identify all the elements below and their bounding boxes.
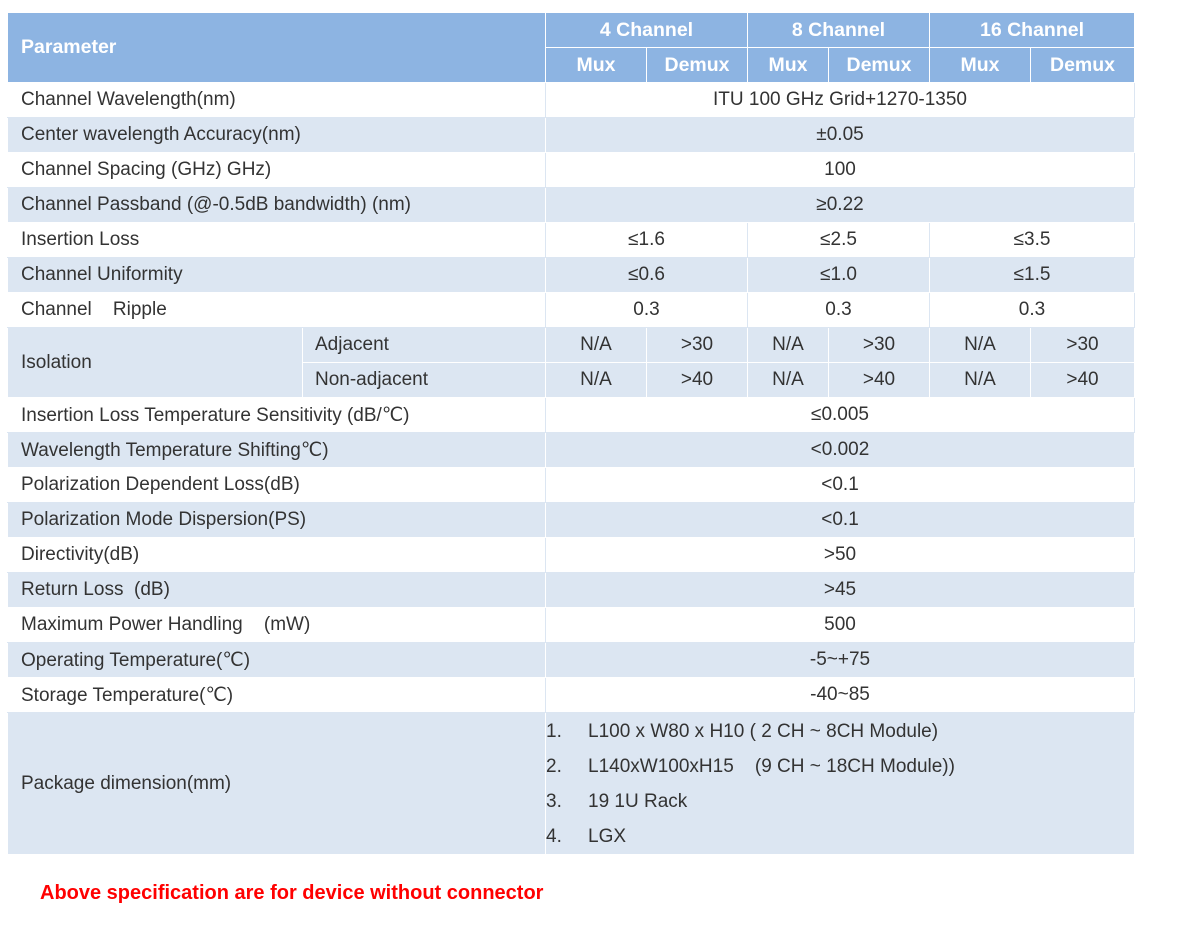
table-row-package [8, 713, 1135, 855]
list-number: 2. [546, 755, 562, 777]
row-value: 500 [546, 608, 1135, 643]
row-value: ITU 100 GHz Grid+1270-1350 [546, 83, 1135, 118]
cell-16-demux: >40 [1031, 363, 1135, 398]
table-row [8, 608, 1135, 643]
row-value: <0.002 [546, 433, 1135, 468]
table-row [8, 293, 1135, 328]
specification-note: Above specification are for device without connector [40, 882, 544, 904]
list-number: 3. [546, 790, 562, 812]
cell-8-mux: N/A [748, 328, 829, 363]
cell-4-mux: N/A [546, 363, 647, 398]
row-value: <0.1 [546, 468, 1135, 503]
list-item [546, 819, 1134, 854]
row-label: Insertion Loss [8, 223, 546, 258]
row-label: Insertion Loss Temperature Sensitivity (dB/℃) [8, 398, 546, 433]
header-mux: Mux [748, 48, 829, 83]
row-value: -5~+75 [546, 643, 1135, 678]
cell-4-demux: >30 [647, 328, 748, 363]
list-number: 4. [546, 825, 562, 847]
table-row [8, 258, 1135, 293]
row-sublabel-adjacent: Adjacent [303, 328, 546, 363]
header-demux: Demux [647, 48, 748, 83]
row-label: Return Loss (dB) [8, 573, 546, 608]
row-value: ±0.05 [546, 118, 1135, 153]
row-value: ≤0.005 [546, 398, 1135, 433]
cell-8-demux: >30 [829, 328, 930, 363]
header-demux: Demux [1031, 48, 1135, 83]
row-value: >50 [546, 538, 1135, 573]
table-row [8, 433, 1135, 468]
table-row [8, 118, 1135, 153]
header-mux: Mux [930, 48, 1031, 83]
table-row [8, 398, 1135, 433]
row-label: Maximum Power Handling (mW) [8, 608, 546, 643]
cell-4-channel: 0.3 [546, 293, 748, 328]
row-label: Operating Temperature(℃) [8, 643, 546, 678]
cell-4-channel: ≤0.6 [546, 258, 748, 293]
row-value: ≥0.22 [546, 188, 1135, 223]
spec-table [7, 12, 1135, 855]
row-label: Channel Ripple [8, 293, 546, 328]
row-label-isolation: Isolation [8, 328, 303, 398]
header-demux: Demux [829, 48, 930, 83]
header-8-channel: 8 Channel [748, 13, 930, 48]
package-list [546, 714, 1134, 854]
cell-16-channel: ≤1.5 [930, 258, 1135, 293]
cell-16-mux: N/A [930, 363, 1031, 398]
cell-4-demux: >40 [647, 363, 748, 398]
table-row [8, 573, 1135, 608]
table-row [8, 678, 1135, 713]
row-label: Polarization Mode Dispersion(PS) [8, 503, 546, 538]
table-row [8, 643, 1135, 678]
cell-8-channel: ≤1.0 [748, 258, 930, 293]
table-row [8, 468, 1135, 503]
row-value: <0.1 [546, 503, 1135, 538]
table-row [8, 503, 1135, 538]
list-text: 19 1U Rack [588, 790, 688, 812]
table-row [8, 538, 1135, 573]
cell-8-channel: 0.3 [748, 293, 930, 328]
table-row [8, 188, 1135, 223]
list-text: L140xW100xH15 (9 CH ~ 18CH Module)) [588, 755, 955, 777]
row-sublabel-non-adjacent: Non-adjacent [303, 363, 546, 398]
cell-16-mux: N/A [930, 328, 1031, 363]
cell-4-mux: N/A [546, 328, 647, 363]
list-item [546, 784, 1134, 819]
row-label: Channel Spacing (GHz) GHz) [8, 153, 546, 188]
row-value: 100 [546, 153, 1135, 188]
row-label: Wavelength Temperature Shifting℃) [8, 433, 546, 468]
row-label: Storage Temperature(℃) [8, 678, 546, 713]
table-row [8, 223, 1135, 258]
table-row [8, 328, 1135, 363]
list-text: LGX [588, 825, 627, 847]
header-4-channel: 4 Channel [546, 13, 748, 48]
cell-8-demux: >40 [829, 363, 930, 398]
row-value: >45 [546, 573, 1135, 608]
list-item [546, 749, 1134, 784]
row-label: Channel Uniformity [8, 258, 546, 293]
cell-16-demux: >30 [1031, 328, 1135, 363]
header-16-channel: 16 Channel [930, 13, 1135, 48]
list-number: 1. [546, 720, 562, 742]
row-label: Channel Wavelength(nm) [8, 83, 546, 118]
table-row [8, 153, 1135, 188]
cell-4-channel: ≤1.6 [546, 223, 748, 258]
cell-8-channel: ≤2.5 [748, 223, 930, 258]
table-row [8, 83, 1135, 118]
list-item [546, 714, 1134, 749]
cell-16-channel: 0.3 [930, 293, 1135, 328]
row-label: Channel Passband (@-0.5dB bandwidth) (nm) [8, 188, 546, 223]
row-value: -40~85 [546, 678, 1135, 713]
header-mux: Mux [546, 48, 647, 83]
list-text: L100 x W80 x H10 ( 2 CH ~ 8CH Module) [588, 720, 939, 742]
row-label: Directivity(dB) [8, 538, 546, 573]
package-list-cell [546, 713, 1135, 855]
cell-8-mux: N/A [748, 363, 829, 398]
row-label: Center wavelength Accuracy(nm) [8, 118, 546, 153]
cell-16-channel: ≤3.5 [930, 223, 1135, 258]
header-parameter: Parameter [8, 13, 546, 83]
row-label: Package dimension(mm) [8, 713, 546, 855]
row-label: Polarization Dependent Loss(dB) [8, 468, 546, 503]
